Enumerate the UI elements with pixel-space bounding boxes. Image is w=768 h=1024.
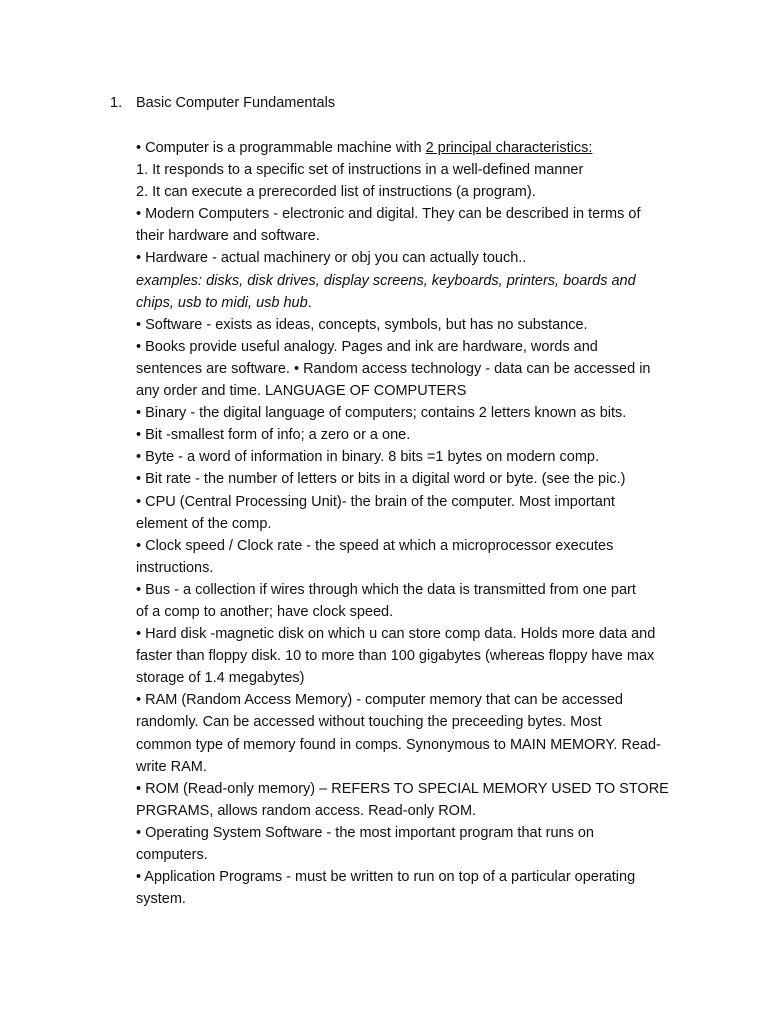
text-run: 1. It responds to a specific set of instructions in a well-defined manner xyxy=(136,162,584,179)
section-heading xyxy=(110,93,335,113)
section-body xyxy=(136,137,676,910)
text-run: • CPU (Central Processing Unit)- the brain of the computer. Most important xyxy=(136,493,615,510)
text-run: common type of memory found in comps. Synonymous to MAIN MEMORY. Read- xyxy=(136,736,661,753)
text-line-books-analogy-1 xyxy=(136,336,676,358)
text-run: 2. It can execute a prerecorded list of instructions (a program). xyxy=(136,184,536,201)
text-run: • Books provide useful analogy. Pages and ink are hardware, words and xyxy=(136,338,598,355)
text-line-app-programs-2 xyxy=(136,888,676,910)
text-run: any order and time. LANGUAGE OF COMPUTERS xyxy=(136,383,467,400)
text-line-rom-2 xyxy=(136,800,676,822)
text-run: • Operating System Software - the most important program that runs on xyxy=(136,824,594,841)
text-line-modern-computers-1 xyxy=(136,203,676,225)
text-line-hard-disk-1 xyxy=(136,623,676,645)
text-line-byte xyxy=(136,446,676,468)
text-line-computer-definition xyxy=(136,137,676,159)
text-run: 2 principal characteristics: xyxy=(425,140,593,156)
text-line-software xyxy=(136,314,676,336)
text-run: • RAM (Random Access Memory) - computer memory that can be accessed xyxy=(136,692,623,709)
text-line-ram-3 xyxy=(136,734,676,756)
text-run: faster than floppy disk. 10 to more than 100 gigabytes (whereas floppy have max xyxy=(136,648,655,665)
text-run: • Hard disk -magnetic disk on which u can store comp data. Holds more data and xyxy=(136,626,656,643)
text-run: • Computer is a programmable machine with xyxy=(136,140,426,156)
text-run: computers. xyxy=(136,847,208,863)
text-line-hard-disk-3 xyxy=(136,667,676,689)
text-run: • Bit rate - the number of letters or bits in a digital word or byte. (see the pic.) xyxy=(136,471,626,488)
text-line-clock-speed-2 xyxy=(136,557,676,579)
text-line-os-1 xyxy=(136,822,676,844)
text-run: element of the comp. xyxy=(136,515,272,532)
text-run: randomly. Can be accessed without touching the preceeding bytes. Most xyxy=(136,714,602,731)
text-line-bus-1 xyxy=(136,579,676,601)
text-line-hard-disk-2 xyxy=(136,645,676,667)
text-run: storage of 1.4 megabytes) xyxy=(136,670,305,687)
text-run: • Clock speed / Clock rate - the speed at which a microprocessor executes xyxy=(136,537,614,554)
text-run: system. xyxy=(136,891,186,908)
section-number: 1. xyxy=(110,95,123,111)
text-run: • Bus - a collection if wires through which the data is transmitted from one part xyxy=(136,581,636,598)
text-run: • Software - exists as ideas, concepts, symbols, but has no substance. xyxy=(136,316,588,333)
text-line-rom-1 xyxy=(136,778,676,800)
section-title: Basic Computer Fundamentals xyxy=(136,95,336,111)
text-line-bus-2 xyxy=(136,601,676,623)
text-line-books-analogy-3 xyxy=(136,380,676,402)
text-line-bit-rate xyxy=(136,468,676,490)
text-line-hardware xyxy=(136,247,676,269)
text-line-hardware-examples-1 xyxy=(136,270,676,292)
text-line-ram-1 xyxy=(136,689,676,711)
text-line-ram-2 xyxy=(136,711,676,733)
text-line-modern-computers-2 xyxy=(136,225,676,247)
text-run: chips, usb to midi, usb hub xyxy=(136,294,308,311)
text-line-hardware-examples-2 xyxy=(136,292,676,314)
text-run: PRGRAMS, allows random access. Read-only ROM. xyxy=(136,802,477,819)
text-run: their hardware and software. xyxy=(136,228,320,245)
text-line-ram-4 xyxy=(136,756,676,778)
text-line-app-programs-1 xyxy=(136,866,676,888)
text-run: • Application Programs - must be written to run on top of a particular operating xyxy=(136,869,636,886)
text-run: • ROM (Read-only memory) – REFERS TO SPECIAL MEMORY USED TO STORE xyxy=(136,780,669,797)
text-run: sentences are software. • Random access technology - data can be accessed in xyxy=(136,360,651,377)
text-line-books-analogy-2 xyxy=(136,358,676,380)
text-run: . xyxy=(307,294,312,311)
text-line-cpu-1 xyxy=(136,491,676,513)
text-run: of a comp to another; have clock speed. xyxy=(136,603,394,620)
text-run: • Hardware - actual machinery or obj you can actually touch.. xyxy=(136,250,527,267)
text-line-cpu-2 xyxy=(136,513,676,535)
text-run: • Bit -smallest form of info; a zero or a one. xyxy=(136,427,411,444)
text-line-os-2 xyxy=(136,844,676,866)
text-run: • Byte - a word of information in binary. 8 bits =1 bytes on modern comp. xyxy=(136,449,599,466)
text-line-characteristic-2 xyxy=(136,181,676,203)
text-line-bit xyxy=(136,424,676,446)
text-line-binary xyxy=(136,402,676,424)
text-line-clock-speed-1 xyxy=(136,535,676,557)
text-run: examples: disks, disk drives, display screens, keyboards, printers, boards and xyxy=(136,272,636,289)
text-line-characteristic-1 xyxy=(136,159,676,181)
text-run: instructions. xyxy=(136,559,214,576)
text-run: • Modern Computers - electronic and digital. They can be described in terms of xyxy=(136,206,641,223)
text-run: write RAM. xyxy=(136,758,207,775)
text-run: • Binary - the digital language of computers; contains 2 letters known as bits. xyxy=(136,405,627,422)
